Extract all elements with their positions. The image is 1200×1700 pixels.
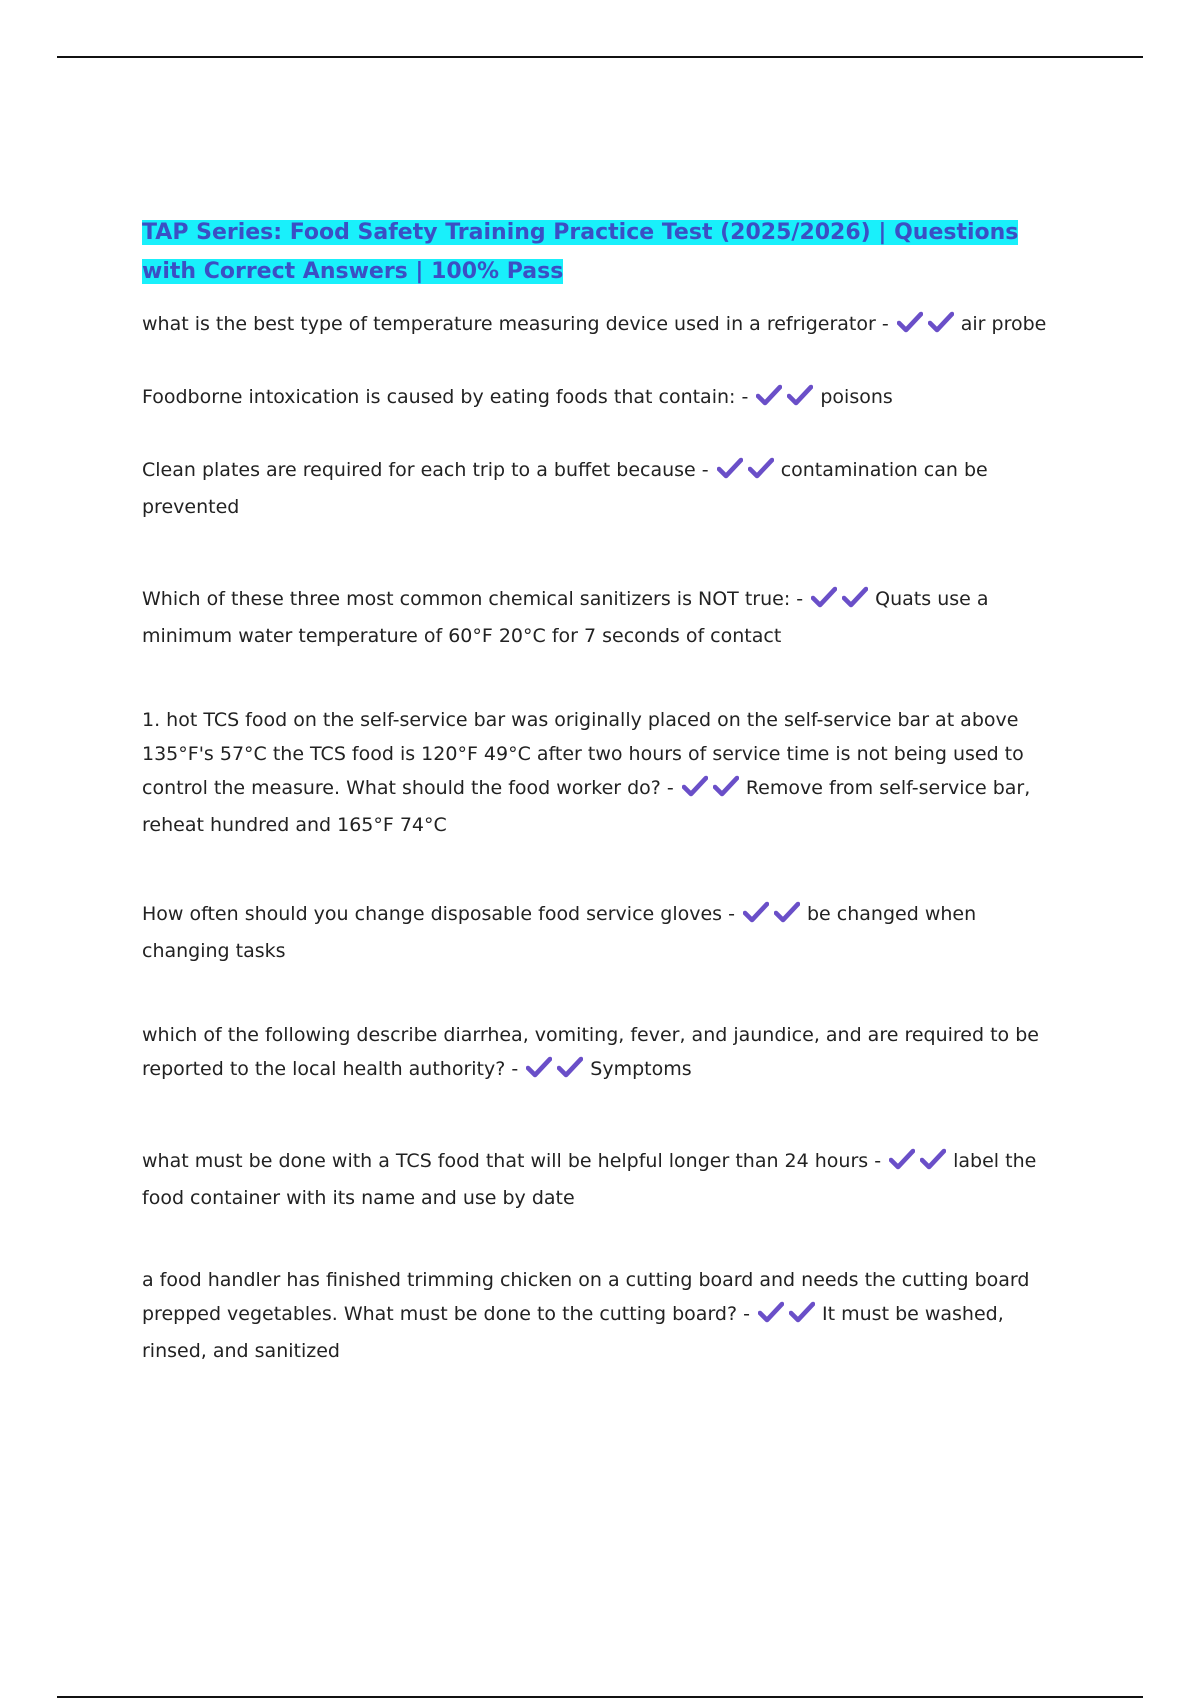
check-icon	[789, 1301, 815, 1323]
check-icon	[842, 586, 868, 608]
answer-text: It must be washed, rinsed, and sanitized	[142, 1303, 1004, 1362]
check-icon	[758, 1301, 784, 1323]
question-text: what is the best type of temperature measuring device used in a refrigerator -	[142, 313, 889, 335]
question-text: Foodborne intoxication is caused by eating foods that contain: -	[142, 386, 749, 408]
answer-marker	[717, 456, 779, 490]
qa-item	[142, 582, 1062, 653]
qa-item	[142, 1018, 1062, 1089]
check-icon	[713, 775, 739, 797]
answer-text: contamination can be prevented	[142, 459, 988, 518]
qa-item	[142, 1144, 1062, 1215]
answer-marker	[889, 1147, 951, 1181]
answer-marker	[526, 1055, 588, 1089]
answer-marker	[682, 774, 744, 808]
check-icon	[787, 384, 813, 406]
answer-text: be changed when changing tasks	[142, 903, 977, 962]
top-divider	[57, 56, 1143, 58]
qa-item	[142, 380, 1062, 417]
answer-marker	[811, 585, 873, 619]
document-title-text: TAP Series: Food Safety Training Practice Test (2025/2026) | Questions with Correct Answers | 100% Pass	[142, 220, 1019, 284]
qa-item	[142, 1263, 1062, 1368]
question-text: 1. hot TCS food on the self-service bar was originally placed on the self-service bar at above 135°F's 57°C the TCS food is 120°F 49°C after two hours of service time is not being used to control the measure. What should the food worker do? -	[142, 709, 1024, 799]
answer-text: Quats use a minimum water temperature of 60°F 20°C for 7 seconds of contact	[142, 588, 989, 647]
check-icon	[889, 1148, 915, 1170]
check-icon	[526, 1056, 552, 1078]
answer-marker	[897, 310, 959, 344]
check-icon	[811, 586, 837, 608]
answer-text: air probe	[960, 313, 1047, 335]
answer-marker	[743, 900, 805, 934]
question-text: How often should you change disposable food service gloves -	[142, 903, 735, 925]
check-icon	[928, 311, 954, 333]
answer-text: label the food container with its name and use by date	[142, 1150, 1037, 1209]
check-icon	[756, 384, 782, 406]
check-icon	[682, 775, 708, 797]
bottom-divider	[57, 1696, 1143, 1698]
document-body	[142, 213, 1062, 1368]
answer-text: poisons	[820, 386, 893, 408]
check-icon	[743, 901, 769, 923]
qa-item	[142, 703, 1062, 842]
check-icon	[920, 1148, 946, 1170]
question-text: what must be done with a TCS food that will be helpful longer than 24 hours -	[142, 1150, 882, 1172]
answer-marker	[756, 383, 818, 417]
question-text: Clean plates are required for each trip to a buffet because -	[142, 459, 709, 481]
document-title	[142, 213, 1062, 291]
answer-text: Symptoms	[590, 1058, 692, 1080]
qa-item	[142, 897, 1062, 968]
question-text: a food handler has finished trimming chicken on a cutting board and needs the cutting board prepped vegetables. What must be done to the cutting board? -	[142, 1269, 1030, 1325]
check-icon	[748, 457, 774, 479]
answer-text: Remove from self-service bar, reheat hundred and 165°F 74°C	[142, 777, 1031, 836]
answer-marker	[758, 1300, 820, 1334]
qa-list	[142, 307, 1062, 1368]
question-text: Which of these three most common chemical sanitizers is NOT true: -	[142, 588, 804, 610]
check-icon	[897, 311, 923, 333]
question-text: which of the following describe diarrhea, vomiting, fever, and jaundice, and are required to be reported to the local health authority? -	[142, 1024, 1039, 1080]
check-icon	[774, 901, 800, 923]
check-icon	[717, 457, 743, 479]
check-icon	[557, 1056, 583, 1078]
qa-item	[142, 307, 1062, 344]
qa-item	[142, 453, 1062, 524]
